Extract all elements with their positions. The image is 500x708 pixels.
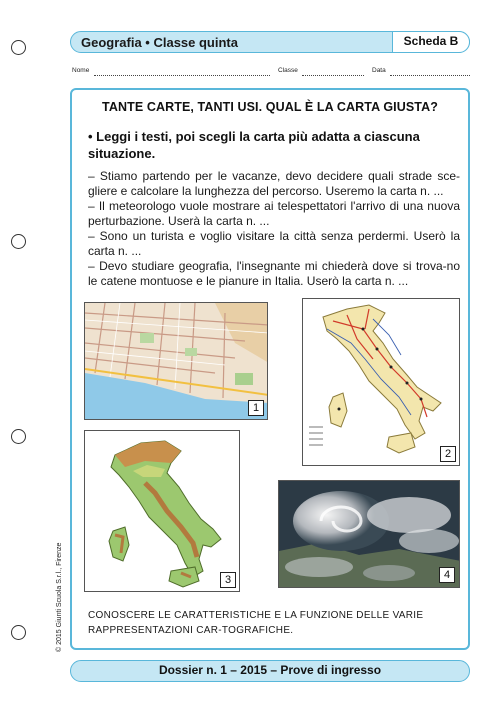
sheet-label: Scheda B xyxy=(392,31,470,53)
copyright-notice: © 2015 Giunti Scuola S.r.l., Firenze xyxy=(56,542,63,652)
class-field[interactable] xyxy=(302,75,364,76)
name-label: Nome xyxy=(72,67,90,74)
learning-objective: CONOSCERE LE CARATTERISTICHE E LA FUNZIONE DELLE VARIE RAPPRESENTAZIONI CAR-TOGRAFICHE. xyxy=(88,610,424,636)
satellite-image xyxy=(278,480,460,588)
situation-paragraph: – Devo studiare geografia, l'insegnante mi chiederà dove si trova-no le catene montuose e le pianure in Italia. Userò la carta n. ... xyxy=(88,259,460,288)
name-field[interactable] xyxy=(94,75,270,76)
map-number: 1 xyxy=(248,400,264,416)
map-number: 3 xyxy=(220,572,236,588)
page-footer: Dossier n. 1 – 2015 – Prove di ingresso xyxy=(70,660,470,682)
binder-hole xyxy=(11,40,26,55)
page-header xyxy=(70,31,470,53)
road-map-image xyxy=(302,298,460,466)
binder-hole xyxy=(11,625,26,640)
class-label: Classe xyxy=(278,67,298,74)
binder-hole xyxy=(11,234,26,249)
situation-paragraph: – Stiamo partendo per le vacanze, devo decidere quali strade sce-gliere e calcolare la lunghezza del percorso. Useremo la carta n. ... xyxy=(88,169,460,198)
binder-hole xyxy=(11,429,26,444)
map-number: 2 xyxy=(440,446,456,462)
situation-paragraph: – Il meteorologo vuole mostrare ai telespettatori l'arrivo di una nuova perturbazione. Userà la carta n. ... xyxy=(88,199,460,228)
exercise-card xyxy=(70,88,470,650)
date-label: Data xyxy=(372,67,386,74)
date-field[interactable] xyxy=(390,75,470,76)
city-map-image xyxy=(84,302,268,420)
physical-map-image xyxy=(84,430,240,592)
exercise-title: TANTE CARTE, TANTI USI. QUAL È LA CARTA GIUSTA? xyxy=(102,100,438,114)
student-fields xyxy=(72,67,472,79)
map-number: 4 xyxy=(439,567,455,583)
exercise-text xyxy=(88,169,460,289)
situation-paragraph: – Sono un turista e voglio visitare la città senza perdermi. Userò la carta n. ... xyxy=(88,229,460,258)
subject-label: Geografia • Classe quinta xyxy=(81,35,238,50)
exercise-instruction: • Leggi i testi, poi scegli la carta più adatta a ciascuna situazione. xyxy=(88,129,420,161)
